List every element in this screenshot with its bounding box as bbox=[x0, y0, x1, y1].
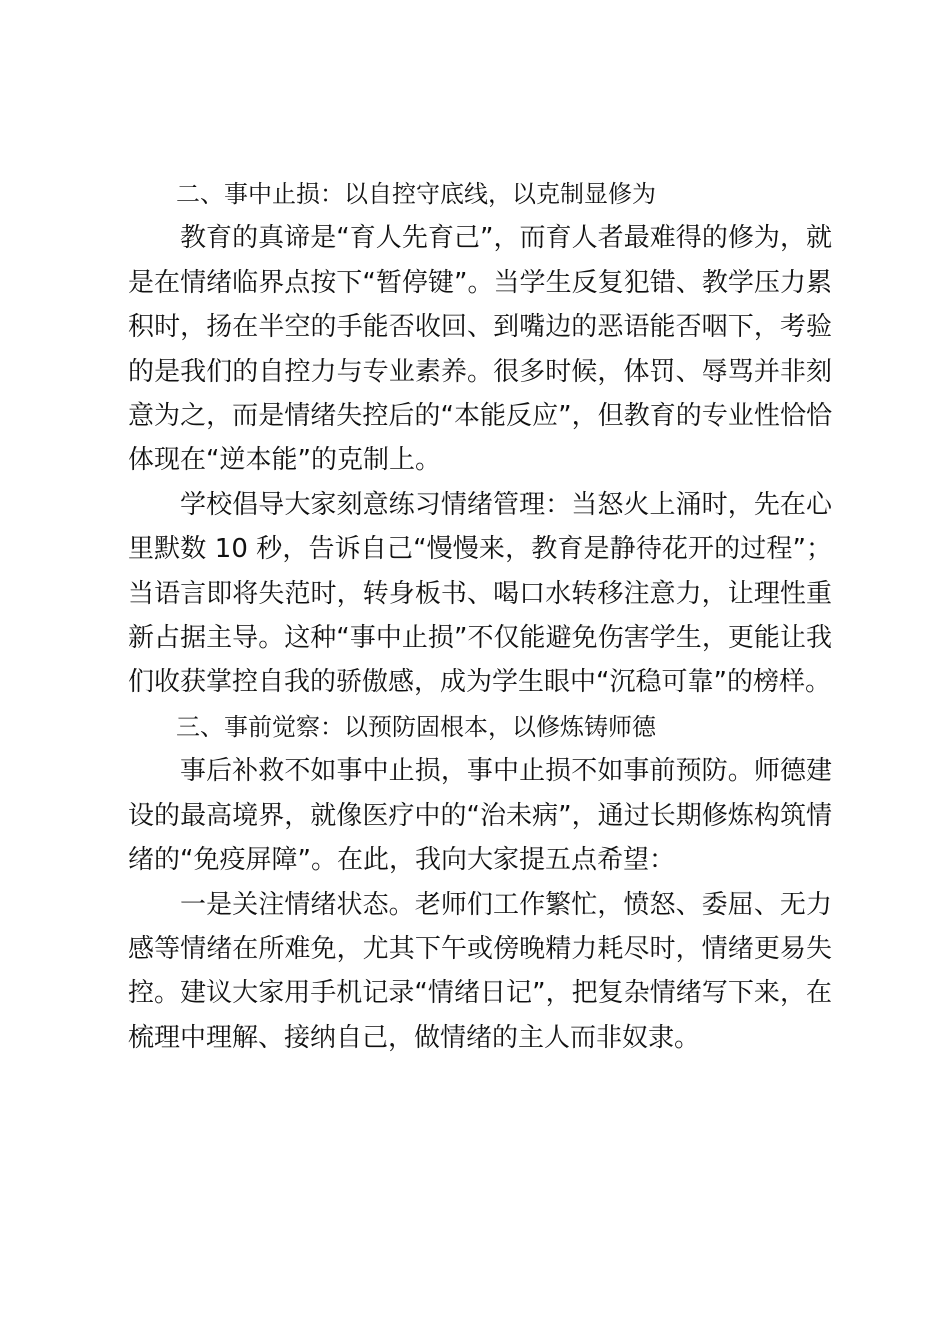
paragraph-prevention-intro: 事后补救不如事中止损，事中止损不如事前预防。师德建设的最高境界，就像医疗中的“治未病”，通过长期修炼构筑情绪的“免疫屏障”。在此，我向大家提五点希望： bbox=[128, 756, 832, 876]
paragraph-self-control-intro: 教育的真谛是“育人先育己”，而育人者最难得的修为，就是在情绪临界点按下“暂停键”。当学生反复犯错、教学压力累积时，扬在半空的手能否收回、到嘴边的恶语能否咽下，考验的是我们的自控力与专业素养。很多时候，体罚、辱骂并非刻意为之，而是情绪失控后的“本能反应”，但教育的专业性恰恰体现在“逆本能”的克制上。 bbox=[128, 223, 832, 476]
paragraph-emotion-management-practice: 学校倡导大家刻意练习情绪管理：当怒火上涌时，先在心里默数 10 秒，告诉自己“慢慢来，教育是静待花开的过程”；当语言即将失范时，转身板书、喝口水转移注意力，让理性重新占据主导。这种“事中止损”不仅能避免伤害学生，更能让我们收获掌控自我的骄傲感，成为学生眼中“沉稳可靠”的榜样。 bbox=[128, 489, 832, 698]
document-body bbox=[128, 172, 832, 1060]
paragraph-hope-one-emotion-state: 一是关注情绪状态。老师们工作繁忙，愤怒、委屈、无力感等情绪在所难免，尤其下午或傍晚精力耗尽时，情绪更易失控。建议大家用手机记录“情绪日记”，把复杂情绪写下来，在梳理中理解、接纳自己，做情绪的主人而非奴隶。 bbox=[128, 889, 832, 1053]
section-heading-3: 三、事前觉察：以预防固根本，以修炼铸师德 bbox=[176, 712, 656, 741]
section-heading-2: 二、事中止损：以自控守底线，以克制显修为 bbox=[176, 180, 656, 208]
